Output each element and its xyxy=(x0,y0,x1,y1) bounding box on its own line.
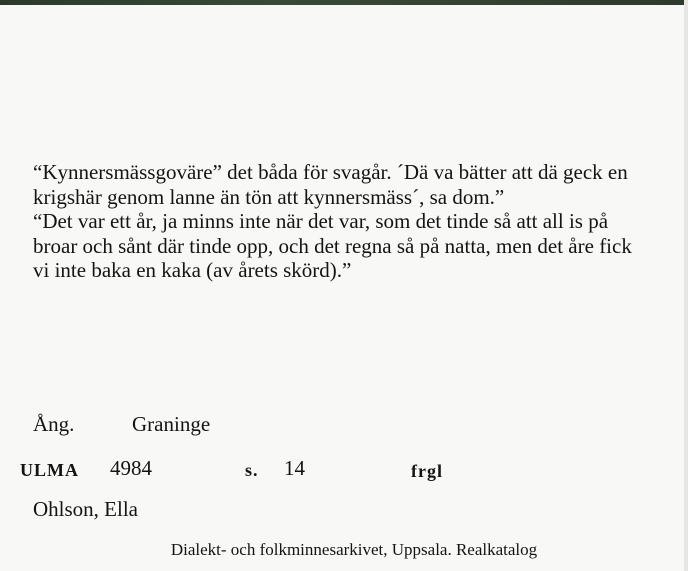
page-label: s. xyxy=(245,460,259,480)
record-paragraph-1: “Kynnersmässgoväre” det båda för svagår. ´Dä va bätter att dä geck en krigshär genom lanne än tön att kynnersmäss´, sa dom.” xyxy=(33,160,628,209)
archive-label: ULMA xyxy=(20,460,79,480)
record-paragraph-2: “Det var ett år, ja minns inte när det var, som det tinde så att all is på broar och sånt där tinde opp, och det regna så på natta, men det åre fick vi inte baka en kaka (av årets skörd).” xyxy=(33,209,632,283)
page-number: 14 xyxy=(284,456,305,480)
card-footer: Dialekt- och folkminnesarkivet, Uppsala. Realkatalog xyxy=(170,540,538,559)
place-label: Ång. xyxy=(33,412,75,436)
card-top-edge xyxy=(0,0,688,5)
card-side-shade xyxy=(684,0,688,571)
archive-number: 4984 xyxy=(110,456,152,480)
category-code: frgl xyxy=(411,461,443,481)
place-value: Graninge xyxy=(132,412,211,436)
informant-name: Ohlson, Ella xyxy=(33,497,138,521)
record-text xyxy=(33,160,653,283)
